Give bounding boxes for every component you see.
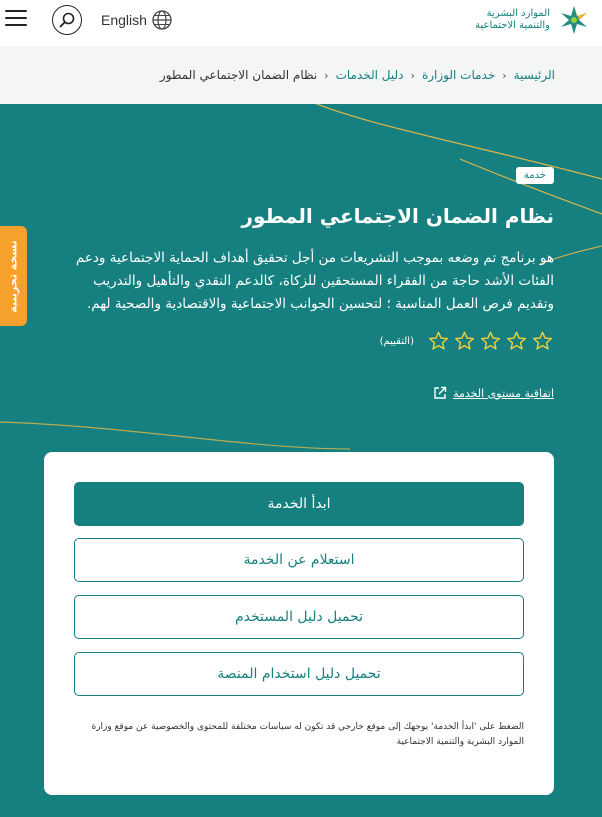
language-switch[interactable] xyxy=(101,9,173,31)
rating-label: (التقييم) xyxy=(379,335,414,347)
chevron-left-icon: ‹ xyxy=(324,68,329,82)
service-hero xyxy=(0,104,602,817)
logo-emblem-icon xyxy=(556,2,592,38)
download-platform-guide-button[interactable]: تحميل دليل استخدام المنصة xyxy=(74,652,524,696)
actions-card xyxy=(44,452,554,795)
inquiry-button[interactable]: استعلام عن الخدمة xyxy=(74,538,524,582)
ministry-logo[interactable] xyxy=(475,2,592,38)
menu-icon[interactable] xyxy=(5,10,27,28)
chevron-left-icon: ‹ xyxy=(502,68,507,82)
star-icon[interactable] xyxy=(531,330,554,352)
download-user-guide-button[interactable]: تحميل دليل المستخدم xyxy=(74,595,524,639)
logo-line-2: والتنمية الاجتماعية xyxy=(475,20,550,31)
start-service-button[interactable]: ابدأ الخدمة xyxy=(74,482,524,526)
breadcrumb-current: نظام الضمان الاجتماعي المطور xyxy=(159,68,318,82)
star-icon[interactable] xyxy=(427,330,450,352)
beta-version-label: نسخة تجريبية xyxy=(7,239,20,313)
language-label: English xyxy=(101,12,147,28)
logo-line-1: الموارد البشرية xyxy=(486,8,550,19)
star-icon[interactable] xyxy=(505,330,528,352)
breadcrumb xyxy=(0,46,602,104)
page-title: نظام الضمان الاجتماعي المطور xyxy=(241,204,554,228)
external-disclaimer: الضغط على 'ابدأ الخدمة' يوجهك إلى موقع خارجي قد تكون له سياسات مختلفة للمحتوى والخصوصية عن موقع وزارة الموارد البشرية والتنمية الاجتماعية xyxy=(91,722,524,747)
beta-version-tab[interactable] xyxy=(0,226,27,326)
breadcrumb-services-guide[interactable]: دليل الخدمات xyxy=(335,68,404,82)
star-icon[interactable] xyxy=(479,330,502,352)
rating-stars[interactable] xyxy=(380,330,554,352)
external-link-icon xyxy=(433,386,447,400)
service-description: هو برنامج تم وضعه بموجب التشريعات من أجل تحقيق أهداف الحماية الاجتماعية ودعم الفئات الأشد حاجة من الفقراء المستحقين للزكاة، كالدعم النقدي والتأهيل والتدريب وتقديم فرص العمل المناسبة ؛ لتحسين الجوانب الاجتماعية والاقتصادية والصحية لهم. xyxy=(75,250,554,312)
globe-icon xyxy=(151,9,173,31)
sla-link-label: اتفاقية مستوى الخدمة xyxy=(453,386,554,400)
sla-link[interactable] xyxy=(433,386,554,400)
breadcrumb-ministry-services[interactable]: خدمات الوزارة xyxy=(421,68,496,82)
chevron-left-icon: ‹ xyxy=(410,68,415,82)
breadcrumb-home[interactable]: الرئيسية xyxy=(513,68,555,82)
search-button[interactable] xyxy=(52,5,82,35)
search-icon xyxy=(59,12,75,28)
star-icon[interactable] xyxy=(453,330,476,352)
top-header xyxy=(0,0,602,46)
service-type-badge: خدمة xyxy=(516,167,554,184)
